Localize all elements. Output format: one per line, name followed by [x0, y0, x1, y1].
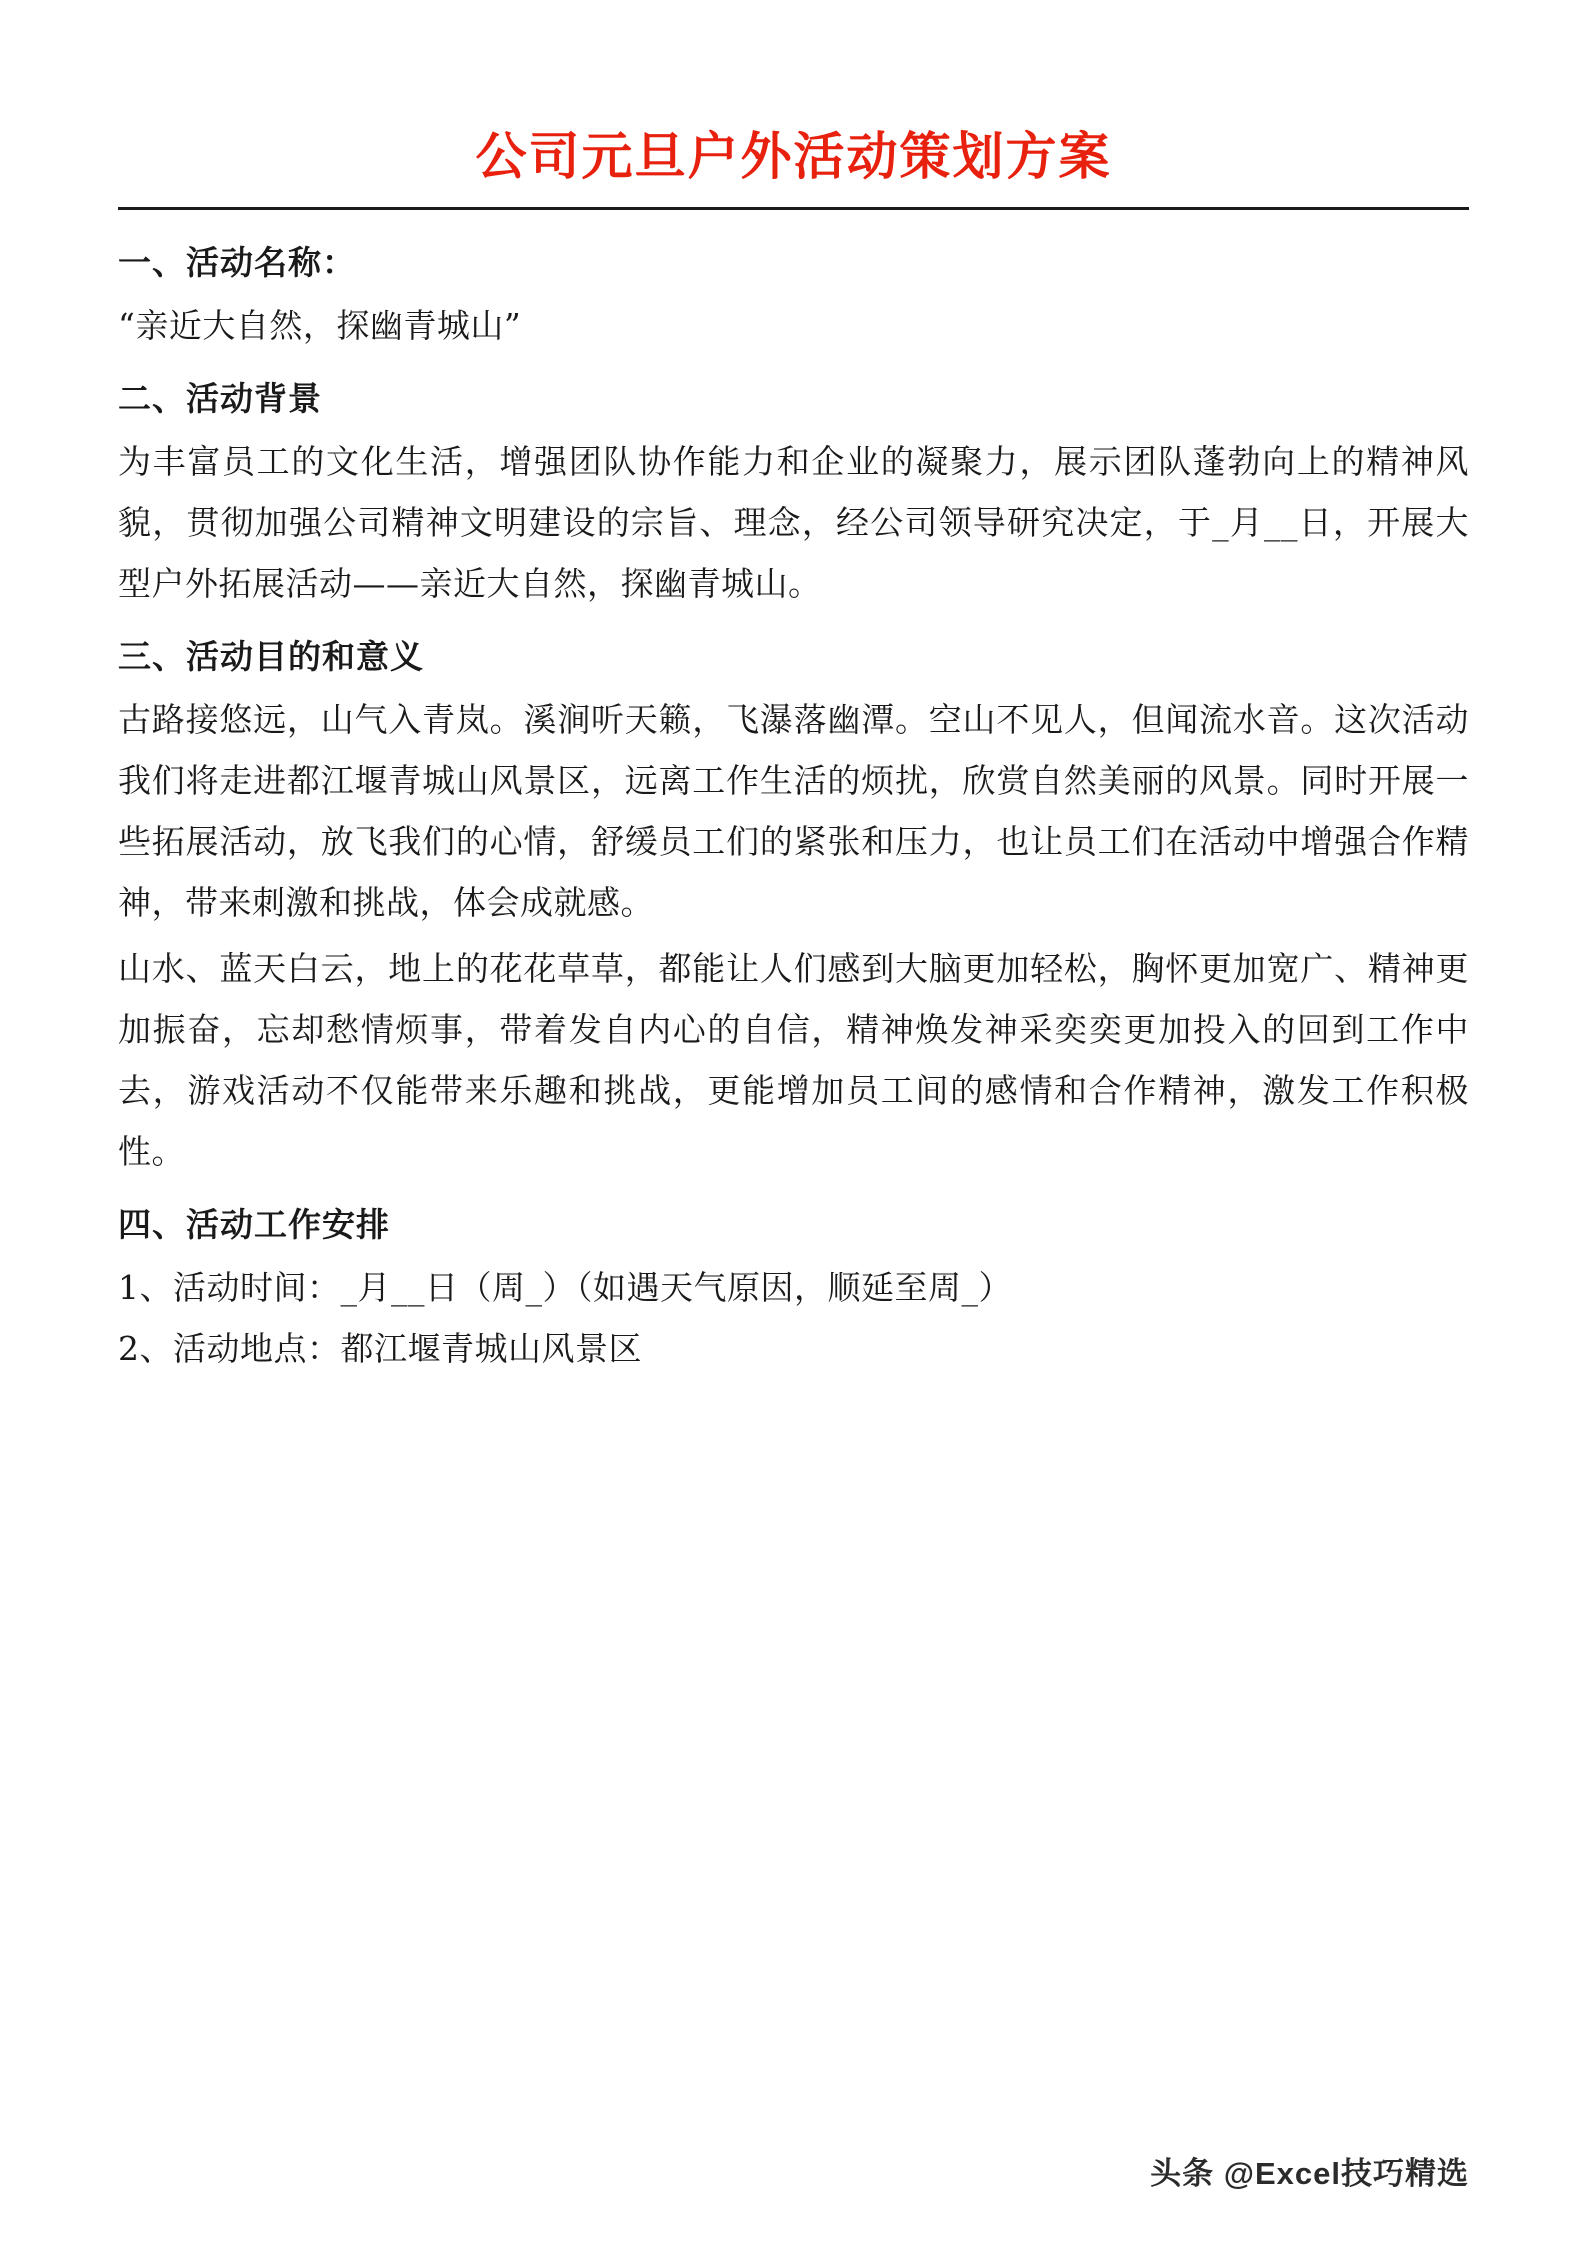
section-work-arrangement — [118, 1194, 1469, 1379]
section-paragraph: 古路接悠远，山气入青岚。溪涧听天籁，飞瀑落幽潭。空山不见人，但闻流水音。这次活动我们将走进都江堰青城山风景区，远离工作生活的烦扰，欣赏自然美丽的风景。同时开展一些拓展活动，放飞我们的心情，舒缓员工们的紧张和压力，也让员工们在活动中增强合作精神，带来刺激和挑战，体会成就感。 — [118, 700, 1469, 923]
watermark-label: 头条 @Excel技巧精选 — [1150, 2156, 1469, 2191]
section-heading: 三、活动目的和意义 — [118, 637, 424, 677]
page-title: 公司元旦户外活动策划方案 — [475, 127, 1112, 187]
title-divider — [118, 207, 1469, 210]
section-purpose — [118, 626, 1469, 1181]
list-item: 1、活动时间：_月__日（周_）（如遇天气原因，顺延至周_） — [118, 1267, 1012, 1307]
list-item: 2、活动地点：都江堰青城山风景区 — [118, 1328, 642, 1368]
section-activity-name — [118, 232, 1469, 356]
section-paragraph: “亲近大自然，探幽青城山” — [118, 306, 522, 346]
section-heading: 二、活动背景 — [118, 379, 322, 419]
section-paragraph: 山水、蓝天白云，地上的花花草草，都能让人们感到大脑更加轻松，胸怀更加宽广、精神更加振奋，忘却愁情烦事，带着发自内心的自信，精神焕发神采奕奕更加投入的回到工作中去，游戏活动不仅能带来乐趣和挑战，更能增加员工间的感情和合作精神，激发工作积极性。 — [118, 948, 1469, 1171]
section-paragraph: 为丰富员工的文化生活，增强团队协作能力和企业的凝聚力，展示团队蓬勃向上的精神风貌，贯彻加强公司精神文明建设的宗旨、理念，经公司领导研究决定，于_月__日，开展大型户外拓展活动——亲近大自然，探幽青城山。 — [118, 442, 1469, 604]
section-background — [118, 368, 1469, 614]
section-heading: 四、活动工作安排 — [118, 1204, 390, 1244]
section-heading: 一、活动名称： — [118, 243, 356, 282]
